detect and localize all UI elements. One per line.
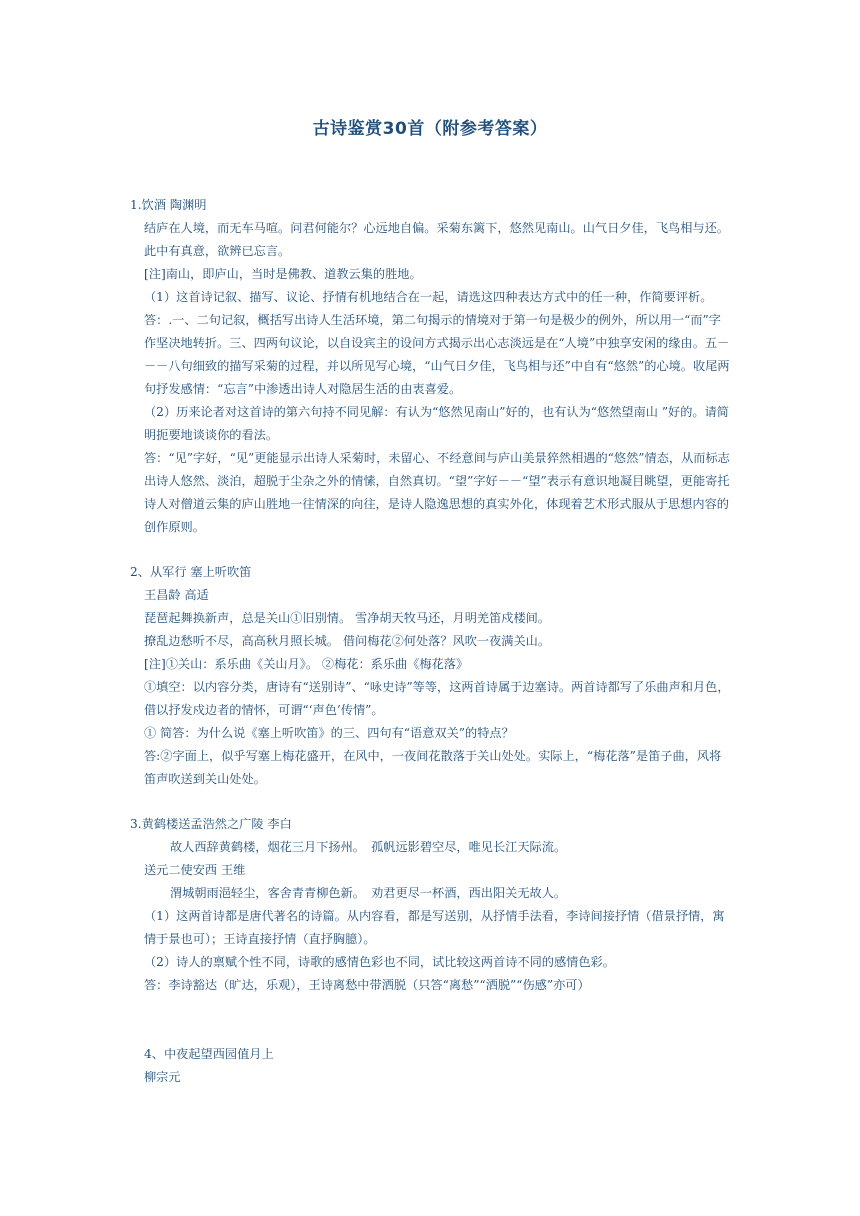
section-3 bbox=[130, 813, 732, 997]
section-heading: 2、从军行 塞上听吹笛 bbox=[130, 565, 252, 579]
annotation: [注]南山，即庐山，当时是佛教、道教云集的胜地。 bbox=[144, 267, 422, 281]
question: ① 简答：为什么说《塞上听吹笛》的三、四句有“语意双关”的特点？ bbox=[144, 726, 514, 740]
section-heading: 1.饮酒 陶渊明 bbox=[130, 198, 207, 212]
document-title: 古诗鉴赏30首（附参考答案） bbox=[312, 119, 548, 139]
question: （1）这两首诗都是唐代著名的诗篇。从内容看，都是写送别，从抒情手法看，李诗间接抒情（借景抒情，寓情于景也可）；王诗直接抒情（直抒胸臆）。 bbox=[144, 909, 725, 946]
poem-text: 琵琶起舞换新声，总是关山①旧别情。 雪净胡天牧马还，月明羌笛戍楼间。 bbox=[144, 611, 551, 625]
annotation: [注]①关山：系乐曲《关山月》。 ②梅花：系乐曲《梅花落》 bbox=[144, 657, 469, 671]
answer: 答：“见”字好，“见”更能显示出诗人采菊时，未留心、不经意间与庐山美景猝然相遇的“悠然”情态，从而标志出诗人悠然、淡泊，超脱于尘杂之外的情愫，自然真切。“望”字好－－“望”表示有意识地凝目眺望，更能寄托诗人对僧道云集的庐山胜地一往情深的向往，是诗人隐逸思想的真实外化，体现着艺术形式服从于思想内容的创作原则。 bbox=[144, 451, 730, 534]
poem-text: 撩乱边愁听不尽，高高秋月照长城。 借问梅花②何处落？风吹一夜满关山。 bbox=[144, 634, 551, 648]
section-heading: 3.黄鹤楼送孟浩然之广陵 李白 bbox=[130, 817, 292, 831]
poem-authors: 柳宗元 bbox=[144, 1070, 181, 1084]
question: ①填空：以内容分类，唐诗有“送别诗”、“咏史诗”等等，这两首诗属于边塞诗。两首诗都写了乐曲声和月色，借以抒发戍边者的情怀，可谓“‘声色’传情”。 bbox=[144, 680, 730, 717]
section-2 bbox=[130, 561, 732, 791]
poem-subheading: 送元二使安西 王维 bbox=[144, 863, 246, 877]
question: （1）这首诗记叙、描写、议论、抒情有机地结合在一起，请选这四种表达方式中的任一种，作简要评析。 bbox=[144, 290, 713, 304]
poem-text: 故人西辞黄鹤楼，烟花三月下扬州。 孤帆远影碧空尽，唯见长江天际流。 bbox=[170, 840, 567, 854]
answer: 答：李诗豁达（旷达，乐观），王诗离愁中带洒脱（只答“离愁”“洒脱”“伤感”亦可） bbox=[144, 978, 590, 992]
document-body bbox=[130, 194, 732, 1089]
poem-text: 结庐在人境，而无车马喧。问君何能尔？心远地自偏。采菊东篱下，悠然见南山。山气日夕佳，飞鸟相与还。此中有真意，欲辨已忘言。 bbox=[144, 221, 729, 258]
answer: 答：.一、二句记叙，概括写出诗人生活环境，第二句揭示的情境对于第一句是极少的例外，所以用一“而”字作坚决地转折。三、四两句议论，以自设宾主的设问方式揭示出心志淡远是在“人境”中独享安闲的缘由。五－－－八句细致的描写采菊的过程，并以所见写心境，“山气日夕佳，飞鸟相与还”中自有“悠然”的心境。收尾两句抒发感情：“忘言”中渗透出诗人对隐居生活的由衷喜爱。 bbox=[144, 313, 730, 396]
section-1 bbox=[130, 194, 732, 539]
question: （2）诗人的禀赋个性不同，诗歌的感情色彩也不同，试比较这两首诗不同的感情色彩。 bbox=[144, 955, 615, 969]
question: （2）历来论者对这首诗的第六句持不同见解：有认为“悠然见南山”好的，也有认为“悠然望南山 ”好的。请简明扼要地谈谈你的看法。 bbox=[144, 405, 729, 442]
section-4 bbox=[130, 1043, 732, 1089]
answer: 答:②字面上，似乎写塞上梅花盛开，在风中，一夜间花散落于关山处处。实际上，“梅花落”是笛子曲，风将笛声吹送到关山处处。 bbox=[144, 749, 722, 786]
poem-authors: 王昌龄 高适 bbox=[144, 588, 209, 602]
poem-text: 渭城朝雨浥轻尘，客舍青青柳色新。 劝君更尽一杯酒，西出阳关无故人。 bbox=[170, 886, 567, 900]
section-heading: 4、中夜起望西园值月上 bbox=[144, 1047, 274, 1061]
